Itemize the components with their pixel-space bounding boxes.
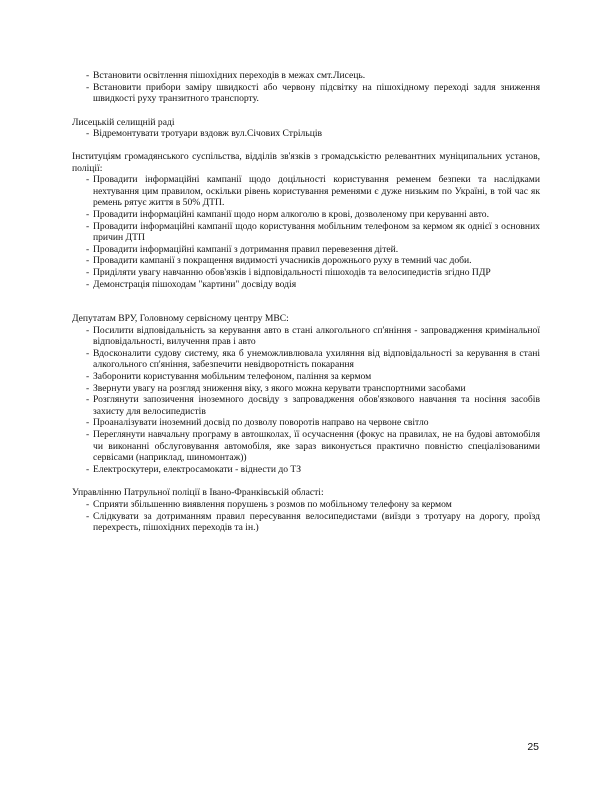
list-item <box>72 209 540 221</box>
section-heading: Управлінню Патрульної поліції в Івано-Франківській області: <box>72 487 324 499</box>
list-item <box>72 464 540 476</box>
bullet-dash: - <box>86 278 90 290</box>
list-item <box>72 383 540 395</box>
bullet-dash: - <box>86 324 90 336</box>
list-item-text: Провадити інформаційні кампанії з дотримання правил перевезення дітей. <box>93 243 399 255</box>
list-item-text: Вдосконалити судову систему, яка б унеможливлювала ухиляння від відповідальності за керування в стані алкогольного сп'яніння, забезпечити невідворотність покарання <box>93 347 540 371</box>
list-item <box>72 325 540 348</box>
bullet-dash: - <box>86 463 90 475</box>
list-item-text: Приділяти увагу навчанню обов'язків і відповідальності пішоходів та велосипедистів згідно ПДР <box>93 266 491 278</box>
list-item-text: Розглянути запозичення іноземного досвіду з запровадження обов'язкового навчання та носіння засобів захисту для велосипедистів <box>93 394 540 417</box>
list-item <box>72 417 540 429</box>
bullet-dash: - <box>86 510 90 522</box>
list-item <box>72 348 540 371</box>
list-item-text: Провадити кампанії з покращення видимості учасників дорожнього руху в темний час доби. <box>93 255 472 267</box>
bullet-dash: - <box>86 208 90 220</box>
list-item <box>72 128 540 140</box>
bullet-list <box>72 325 540 476</box>
bullet-list <box>72 174 540 290</box>
list-item <box>72 279 540 291</box>
list-item <box>72 174 540 209</box>
list-item <box>72 221 540 244</box>
list-item-text: Встановити прибори заміру швидкості або червону підсвітку на пішохідному переході задля зниження швидкості руху транзитного транспорту. <box>93 81 540 105</box>
list-item <box>72 70 540 82</box>
list-item-text: Проаналізувати іноземний досвід по дозволу поворотів направо на червоне світло <box>93 417 429 429</box>
section-continuation <box>72 70 540 105</box>
list-item-text: Демонстрація пішоходам "картини" досвіду водія <box>93 278 297 290</box>
list-item <box>72 394 540 417</box>
list-item-text: Звернути увагу на розгляд зниження віку, з якого можна керувати транспортними засобами <box>93 382 466 394</box>
section-patrol-police <box>72 487 540 533</box>
bullet-dash: - <box>86 266 90 278</box>
list-item <box>72 82 540 105</box>
section-heading: Депутатам ВРУ, Головному сервісному центру МВС: <box>72 313 289 325</box>
list-item-text: Електроскутери, електросамокати - віднести до ТЗ <box>93 463 302 475</box>
section-heading: Інституціям громадянського суспільства, відділів зв'язків з громадськістю релевантних муніципальних установ, поліції: <box>72 150 540 174</box>
list-item <box>72 429 540 464</box>
bullet-dash: - <box>86 174 90 186</box>
section-heading: Лисецькій селищній раді <box>72 116 175 128</box>
bullet-dash: - <box>86 243 90 255</box>
list-item <box>72 244 540 256</box>
list-item-text: Відремонтувати тротуари вздовж вул.Січових Стрільців <box>93 128 323 140</box>
list-item-text: Переглянути навчальну програму в автошколах, її осучаснення (фокус на правилах, не на будові автомобіля чи виконанні обслуговування автомобіля, яке зараз виконується практично повністю спеціалізованими сервісами (наприклад, шиномонтаж)) <box>93 429 540 464</box>
bullet-dash: - <box>86 347 90 359</box>
bullet-list <box>72 70 540 105</box>
section-village-council <box>72 117 540 140</box>
bullet-dash: - <box>86 394 90 406</box>
page-content <box>72 70 540 534</box>
list-item <box>72 255 540 267</box>
list-item <box>72 499 540 511</box>
list-item-text: Сприяти збільшенню виявлення порушень з розмов по мобільному телефону за кермом <box>93 499 452 510</box>
bullet-dash: - <box>86 255 90 267</box>
bullet-dash: - <box>86 70 90 81</box>
bullet-list <box>72 499 540 534</box>
list-item-text: Провадити інформаційні кампанії щодо користування мобільним телефоном за кермом як однієї з основних причин ДТП <box>93 220 540 244</box>
list-item-text: Встановити освітлення пішохідних переходів в межах смт.Лисець. <box>93 70 366 81</box>
bullet-dash: - <box>86 220 90 232</box>
list-item <box>72 267 540 279</box>
list-item-text: Провадити інформаційні кампанії щодо доцільності користування ременем безпеки та наслідками нехтування цим правилом, оскільки рівень користування ременями є дуже низьким по Україні, в той час як ремень рятує життя в 50% ДТП. <box>93 174 540 209</box>
bullet-dash: - <box>86 81 90 93</box>
bullet-dash: - <box>86 128 90 140</box>
section-parliament-deputies <box>72 313 540 475</box>
section-civil-society <box>72 151 540 290</box>
list-item <box>72 371 540 383</box>
page-number: 25 <box>527 741 539 753</box>
bullet-list <box>72 128 540 140</box>
list-item-text: Заборонити користування мобільним телефоном, паління за кермом <box>93 371 372 383</box>
list-item-text: Посилити відповідальність за керування авто в стані алкогольного сп'яніння - запровадження кримінальної відповідальності, вилучення прав і авто <box>93 324 540 348</box>
bullet-dash: - <box>86 429 90 441</box>
bullet-dash: - <box>86 417 90 429</box>
bullet-dash: - <box>86 371 90 383</box>
bullet-dash: - <box>86 499 90 510</box>
list-item-text: Провадити інформаційні кампанії щодо норм алкоголю в крові, дозволеному при керуванні авто. <box>93 208 489 220</box>
list-item <box>72 511 540 534</box>
list-item-text: Слідкувати за дотриманням правил пересування велосипедистами (виїзди з тротуару на дорогу, проїзд перехресть, пішохідних переходів та ін.) <box>93 510 540 534</box>
bullet-dash: - <box>86 382 90 394</box>
